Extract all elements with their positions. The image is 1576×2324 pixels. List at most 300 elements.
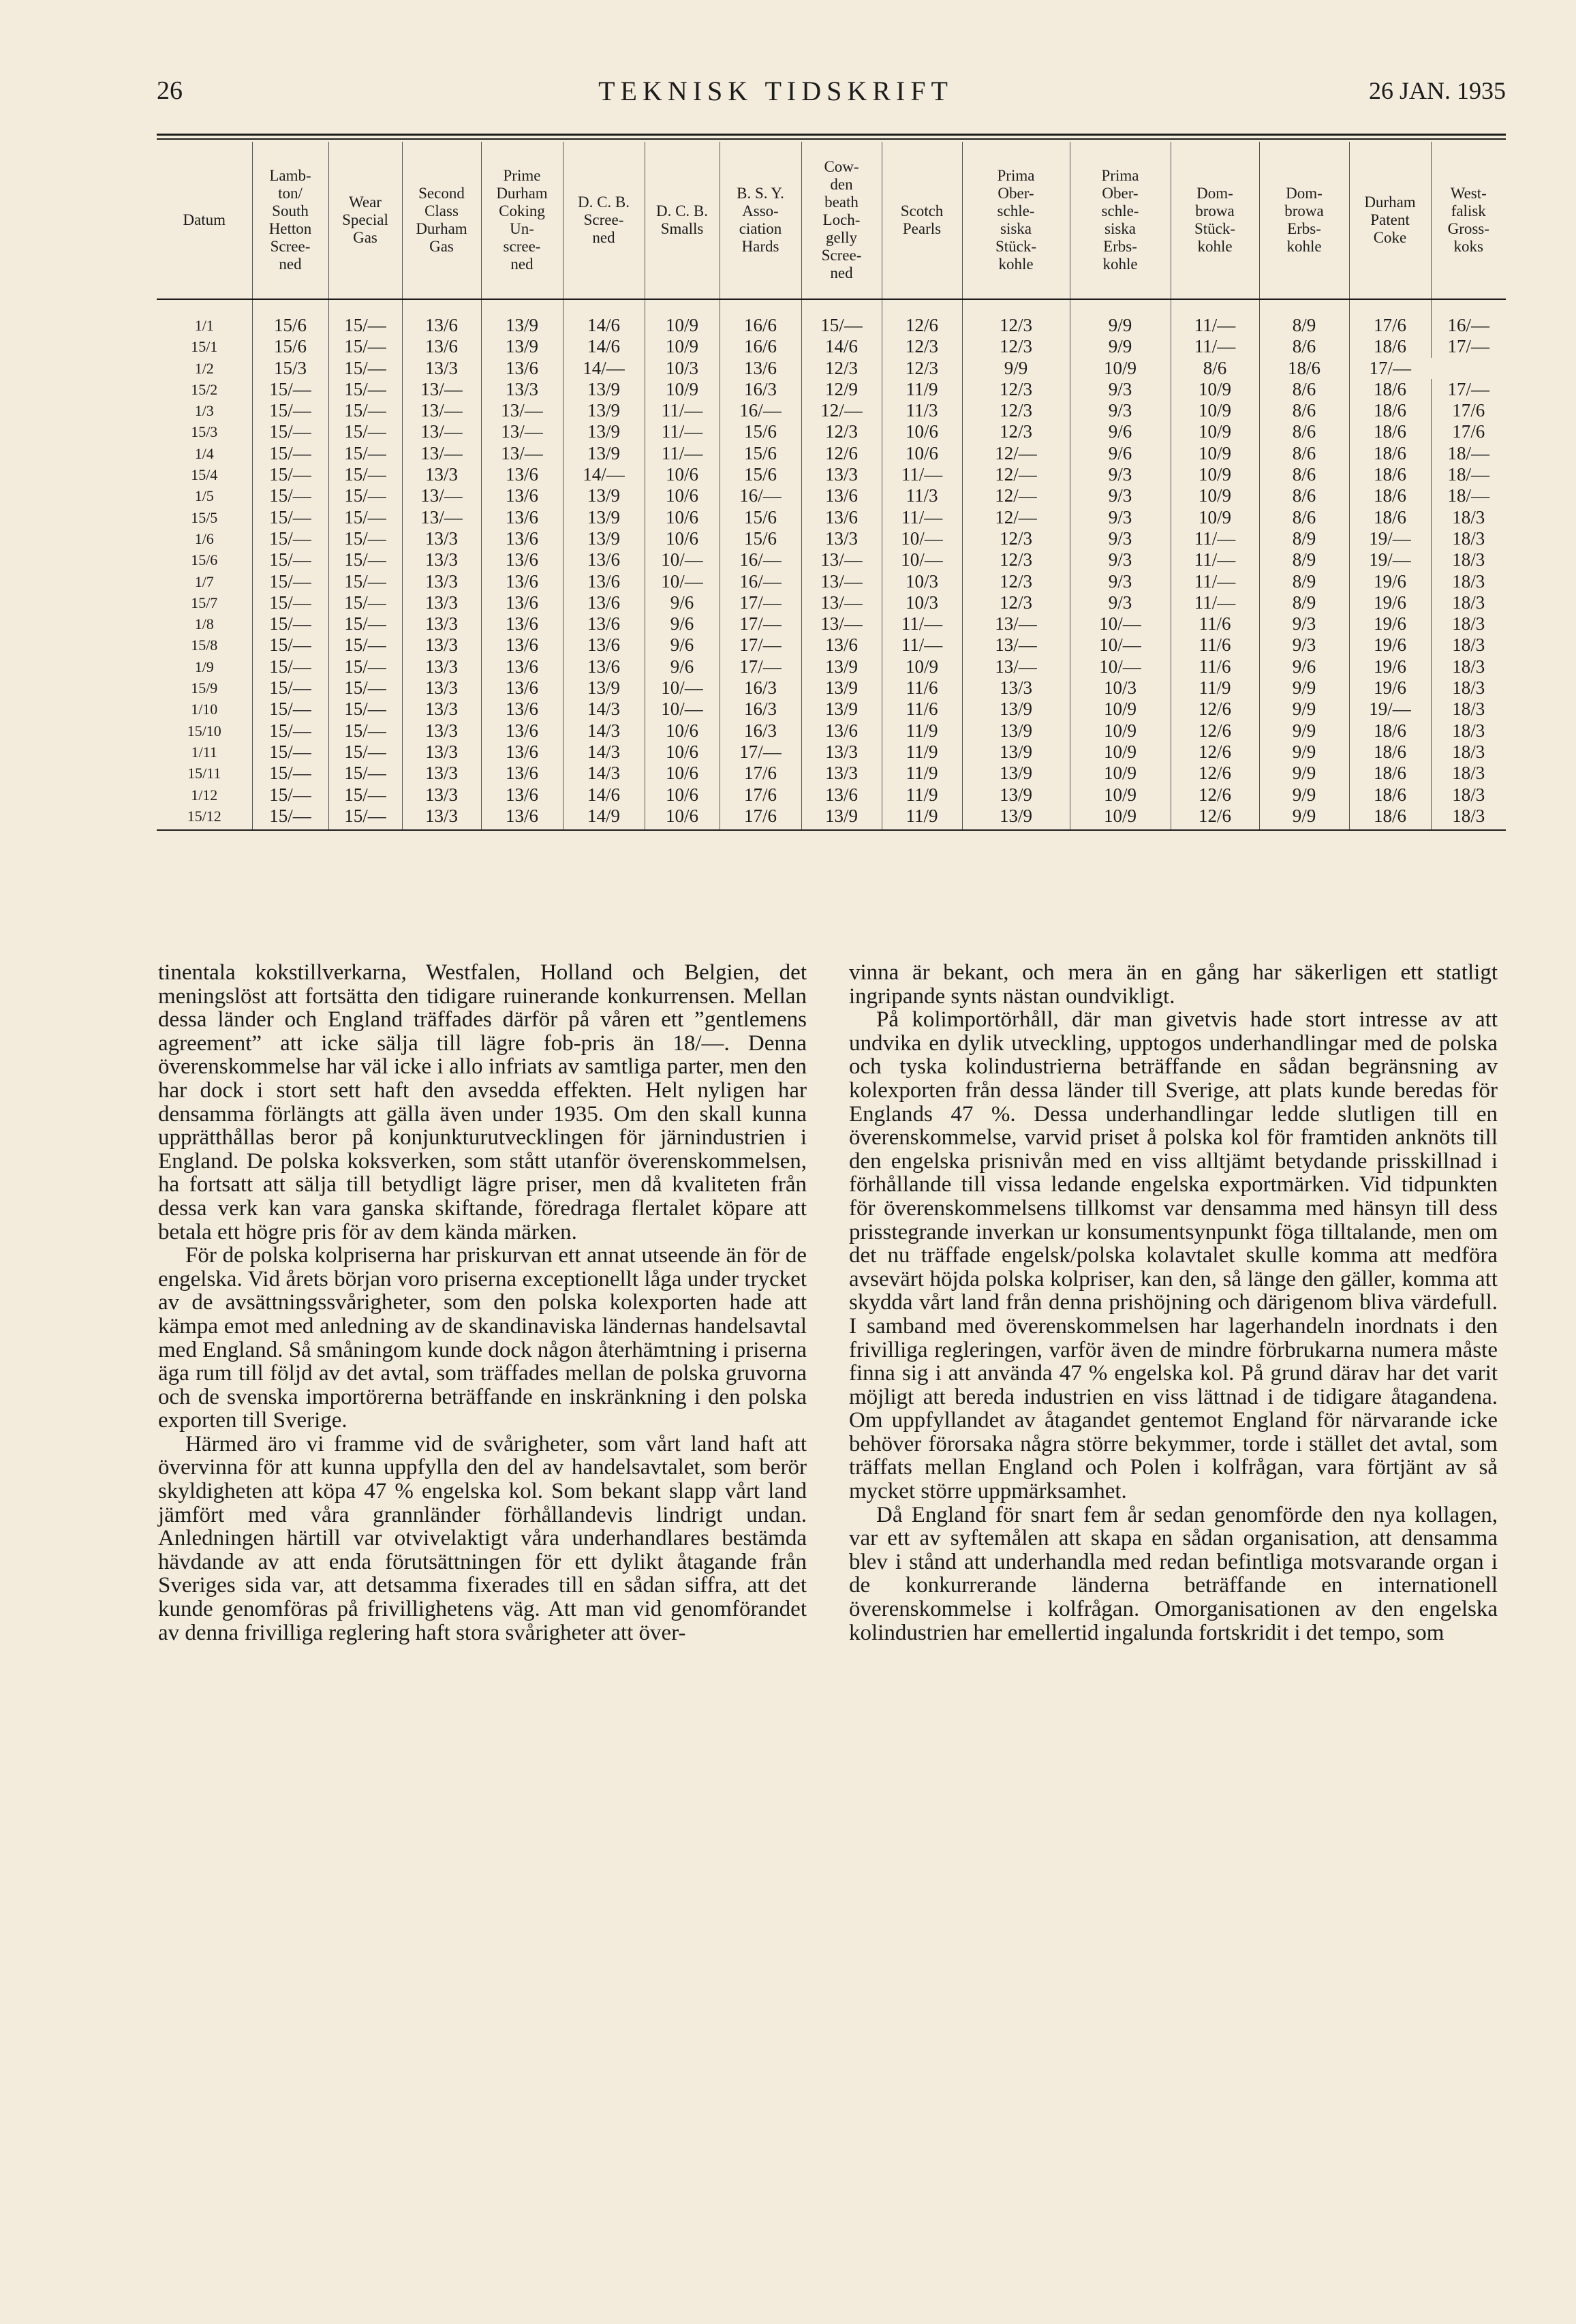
price-cell: 9/6	[645, 634, 720, 656]
price-cell: 17/6	[1431, 421, 1506, 442]
price-cell: 15/—	[328, 400, 402, 421]
price-cell: 11/—	[645, 421, 720, 442]
column-header: Dom- browa Stück- kohle	[1171, 142, 1259, 299]
paragraph: På kolimportörhåll, där man givetvis hade stort intresse av att undvika en dylik utveckling, upptogos underhandlingar med de polska och tyska kolindustrierna beträffande en sådan begränsning av kolexporten från dessa länder till Sverige, att plats kunde beredas för Englands 47 %. Dessa underhandlingar ledde slutligen till en överenskommelse, varvid priset å polska kol för framtiden anknöts till den engelska prisnivån med en viss alltjämt betydande prisskillnad i förhållande till vissa ledande engelska exportmärken. Vid tidpunkten för överenskommelsens tillkomst var densamma med hänsyn till dess prisstegrande inverkan ur konsumentsynpunkt föga tilltalande, men om det nu träffade engelsk/polska kolavtalet skulle komma att medföra avsevärt höjda polska kolpriser, kan den, så länge den gäller, komma att skydda vårt land från denna prishöjning och därigenom bliva värdefull. I samband med överenskommelsen har lagerhandeln inordnats i den frivilliga regleringen, varför även de mindre förbrukarna numera måste finna sig i att använda 47 % engelska kol. På grund därav har det varit möjligt att bereda industrien en viss lättnad i de tidigare åtagandena. Om uppfyllandet av åtagandet gentemot England för närvarande icke behöver förorsaka några större bekymmer, torde i stället det avtal, som träffats mellan England och Polen i kolfrågan, vara förtjänt av så mycket större uppmärksamhet.	[849, 1007, 1498, 1504]
price-cell: 15/—	[252, 549, 328, 570]
price-cell: 13/6	[481, 634, 563, 656]
price-cell: 13/3	[801, 763, 882, 784]
price-cell: 15/—	[252, 699, 328, 720]
date-cell: 1/5	[194, 487, 214, 505]
price-cell: 9/3	[1259, 634, 1349, 656]
price-cell: 13/3	[402, 677, 481, 699]
price-cell: 13/9	[801, 699, 882, 720]
price-cell: 13/—	[402, 379, 481, 400]
price-cell: 10/9	[882, 656, 962, 677]
table-row	[157, 379, 1506, 400]
price-cell: 17/—	[720, 634, 801, 656]
price-cell: 15/—	[252, 379, 328, 400]
price-cell: 10/6	[645, 720, 720, 741]
price-cell: 9/3	[1259, 613, 1349, 634]
price-cell: 13/—	[402, 485, 481, 506]
price-cell: 9/3	[1070, 400, 1171, 421]
price-cell: 15/—	[252, 507, 328, 528]
price-cell: 18/3	[1431, 592, 1506, 613]
price-cell: 10/9	[645, 299, 720, 336]
price-cell: 12/6	[801, 443, 882, 464]
header-rule-thin	[157, 138, 1506, 140]
table-row	[157, 741, 1506, 763]
price-cell: 13/3	[402, 613, 481, 634]
price-cell: 13/9	[801, 677, 882, 699]
column-header: Wear Special Gas	[328, 142, 402, 299]
price-cell: 13/9	[563, 443, 645, 464]
price-cell: 15/—	[252, 634, 328, 656]
price-cell: 13/—	[801, 549, 882, 570]
price-cell: 15/—	[252, 806, 328, 830]
date-cell: 1/3	[194, 402, 214, 420]
price-cell: 8/6	[1259, 400, 1349, 421]
price-cell: 18/6	[1349, 507, 1431, 528]
price-cell: 15/6	[720, 421, 801, 442]
table-row	[157, 613, 1506, 634]
price-cell: 13/9	[563, 421, 645, 442]
price-cell: 10/9	[1070, 763, 1171, 784]
price-cell: 15/—	[252, 485, 328, 506]
price-cell: 10/6	[882, 443, 962, 464]
price-cell: 18/6	[1349, 741, 1431, 763]
price-cell: 15/—	[328, 592, 402, 613]
price-cell: 12/—	[962, 443, 1070, 464]
price-cell: 9/9	[1259, 720, 1349, 741]
column-header: Prime Durham Coking Un- scree- ned	[481, 142, 563, 299]
paragraph: För de polska kolpriserna har priskurvan ett annat utseende än för de engelska. Vid årets början voro priserna exceptionellt låga under trycket av de avsättningssvårigheter, som den polska kolexporten hade att kämpa emot med anledning av de skandinaviska ländernas handelsavtal med England. Så småningom kunde dock någon återhämtning i priserna äga rum till följd av det avtal, som träffades mellan de polska gruvorna och de svenska importörerna beträffande en inskränkning i den polska exporten till Sverige.	[158, 1243, 807, 1433]
price-cell: 10/—	[882, 549, 962, 570]
column-header-date: Datum	[157, 142, 252, 299]
price-cell: 13/6	[481, 677, 563, 699]
price-cell: 9/9	[1259, 699, 1349, 720]
price-cell: 11/—	[1171, 571, 1259, 592]
price-cell: 11/—	[882, 634, 962, 656]
price-cell: 11/3	[882, 400, 962, 421]
table-row	[157, 763, 1506, 784]
price-cell: 13/3	[402, 592, 481, 613]
price-cell: 15/6	[720, 464, 801, 485]
price-cell: 14/3	[563, 720, 645, 741]
price-cell: 9/6	[645, 656, 720, 677]
column-header: Second Class Durham Gas	[402, 142, 481, 299]
price-cell: 13/3	[402, 571, 481, 592]
price-cell: 13/6	[481, 763, 563, 784]
price-cell: 13/3	[402, 656, 481, 677]
price-cell: 12/3	[962, 592, 1070, 613]
price-cell: 10/6	[645, 806, 720, 830]
price-cell: 19/6	[1349, 656, 1431, 677]
date-cell: 1/11	[191, 743, 217, 761]
price-cell: 18/—	[1431, 443, 1506, 464]
price-cell: 17/—	[720, 656, 801, 677]
date-cell: 15/6	[191, 551, 218, 569]
page-header	[157, 67, 1506, 114]
column-header: Durham Patent Coke	[1349, 142, 1431, 299]
price-cell: 13/6	[481, 699, 563, 720]
table-row	[157, 806, 1506, 830]
price-cell: 13/9	[801, 656, 882, 677]
price-cell: 12/3	[882, 358, 962, 379]
price-cell: 15/—	[252, 720, 328, 741]
price-cell: 8/6	[1259, 485, 1349, 506]
price-cell: 12/—	[962, 507, 1070, 528]
price-cell: 15/—	[328, 464, 402, 485]
price-cell: 18/3	[1431, 549, 1506, 570]
price-cell: 10/—	[645, 677, 720, 699]
price-cell: 15/6	[252, 299, 328, 336]
price-cell: 15/—	[328, 720, 402, 741]
price-cell: 10/3	[882, 571, 962, 592]
price-cell: 15/—	[328, 443, 402, 464]
price-cell: 18/3	[1431, 699, 1506, 720]
price-cell: 18/6	[1349, 763, 1431, 784]
date-cell: 1/8	[194, 615, 214, 633]
price-cell: 13/—	[402, 400, 481, 421]
price-cell: 8/6	[1259, 379, 1349, 400]
paragraph: vinna är bekant, och mera än en gång har säkerligen ett statligt ingripande synts nästan oundvikligt.	[849, 960, 1498, 1009]
price-cell: 12/3	[962, 421, 1070, 442]
price-cell: 11/3	[882, 485, 962, 506]
column-header: Dom- browa Erbs- kohle	[1259, 142, 1349, 299]
price-cell: 13/6	[801, 720, 882, 741]
column-header: Lamb- ton/ South Hetton Scree- ned	[252, 142, 328, 299]
price-cell: 13/6	[402, 299, 481, 336]
price-cell: 13/3	[402, 634, 481, 656]
table-row	[157, 528, 1506, 549]
date-cell: 1/10	[191, 701, 218, 718]
price-cell: 14/—	[563, 464, 645, 485]
price-cell: 17/—	[720, 592, 801, 613]
price-cell: 19/6	[1349, 592, 1431, 613]
price-cell: 12/6	[1171, 806, 1259, 830]
price-cell: 9/3	[1070, 507, 1171, 528]
price-cell: 15/—	[328, 656, 402, 677]
price-cell: 14/9	[563, 806, 645, 830]
price-cell: 15/—	[328, 806, 402, 830]
price-cell: 10/6	[645, 464, 720, 485]
price-cell: 13/6	[481, 358, 563, 379]
price-cell: 18/6	[1349, 421, 1431, 442]
price-cell: 10/—	[645, 571, 720, 592]
price-cell: 15/6	[720, 507, 801, 528]
date-cell: 1/12	[191, 786, 218, 804]
price-cell: 9/3	[1070, 464, 1171, 485]
price-cell: 12/6	[1171, 699, 1259, 720]
price-cell: 9/9	[962, 358, 1070, 379]
price-cell: 11/—	[645, 443, 720, 464]
table-row	[157, 571, 1506, 592]
table-row	[157, 592, 1506, 613]
price-cell: 13/9	[563, 677, 645, 699]
table-row	[157, 400, 1506, 421]
price-cell: 13/9	[563, 528, 645, 549]
table-row	[157, 699, 1506, 720]
price-cell: 10/—	[1070, 613, 1171, 634]
price-cell: 11/—	[1171, 528, 1259, 549]
price-cell: 8/9	[1259, 528, 1349, 549]
price-cell: 13/9	[962, 720, 1070, 741]
price-cell: 9/3	[1070, 549, 1171, 570]
price-cell: 12/3	[882, 336, 962, 357]
table-row	[157, 720, 1506, 741]
table-row	[157, 299, 1506, 336]
price-cell: 15/—	[252, 784, 328, 806]
price-cell: 12/6	[1171, 763, 1259, 784]
price-cell: 16/3	[720, 720, 801, 741]
price-cell: 18/3	[1431, 806, 1506, 830]
price-cell: 18/6	[1349, 720, 1431, 741]
date-cell: 1/1	[194, 317, 214, 334]
price-cell: 18/3	[1431, 656, 1506, 677]
price-cell: 13/9	[962, 784, 1070, 806]
price-cell: 12/3	[801, 358, 882, 379]
price-cell: 9/9	[1259, 763, 1349, 784]
price-cell: 10/—	[1070, 656, 1171, 677]
price-cell: 15/6	[720, 443, 801, 464]
price-cell: 9/3	[1070, 379, 1171, 400]
price-cell: 10/6	[645, 784, 720, 806]
price-cell: 15/—	[252, 421, 328, 442]
price-cell: 13/—	[481, 400, 563, 421]
price-cell: 13/3	[402, 806, 481, 830]
price-cell: 12/3	[962, 400, 1070, 421]
price-cell: 13/6	[563, 634, 645, 656]
price-cell: 8/6	[1259, 336, 1349, 357]
price-cell: 11/6	[1171, 634, 1259, 656]
price-cell: 10/6	[645, 741, 720, 763]
price-cell: 18/3	[1431, 507, 1506, 528]
price-cell: 15/—	[328, 699, 402, 720]
price-cell: 9/6	[1070, 421, 1171, 442]
price-cell: 11/6	[882, 699, 962, 720]
price-cell: 18/6	[1349, 336, 1431, 357]
price-cell: 15/—	[252, 741, 328, 763]
price-cell: 12/—	[962, 485, 1070, 506]
price-cell: 18/3	[1431, 741, 1506, 763]
price-cell: 18/—	[1431, 464, 1506, 485]
price-cell: 13/6	[481, 613, 563, 634]
price-cell: 9/3	[1070, 571, 1171, 592]
price-cell: 9/9	[1070, 299, 1171, 336]
price-cell: 11/9	[1171, 677, 1259, 699]
price-cell: 8/6	[1259, 443, 1349, 464]
price-cell: 13/—	[962, 613, 1070, 634]
text-column-right	[849, 961, 1498, 1645]
price-cell: 18/3	[1431, 613, 1506, 634]
price-cell: 13/6	[481, 571, 563, 592]
price-cell: 11/—	[882, 507, 962, 528]
price-cell: 15/6	[252, 336, 328, 357]
price-cell: 11/9	[882, 806, 962, 830]
column-header: D. C. B. Smalls	[645, 142, 720, 299]
price-cell: 13/9	[481, 336, 563, 357]
price-cell: 19/6	[1349, 613, 1431, 634]
price-cell: 13/—	[801, 571, 882, 592]
price-cell: 10/6	[882, 421, 962, 442]
column-header: Prima Ober- schle- siska Erbs- kohle	[1070, 142, 1171, 299]
price-cell: 19/6	[1349, 677, 1431, 699]
table-header-row	[157, 142, 1506, 299]
price-cell: 13/3	[402, 720, 481, 741]
column-header: B. S. Y. Asso- ciation Hards	[720, 142, 801, 299]
table-row	[157, 464, 1506, 485]
price-cell: 10/9	[1171, 400, 1259, 421]
price-cell: 17/6	[720, 763, 801, 784]
price-cell: 10/3	[645, 358, 720, 379]
journal-title: TEKNISK TIDSKRIFT	[598, 75, 953, 106]
date-cell: 1/4	[194, 444, 214, 462]
date-cell: 15/2	[191, 380, 218, 398]
price-cell: 13/9	[563, 400, 645, 421]
date-cell: 1/9	[194, 658, 214, 675]
price-cell: 19/6	[1349, 571, 1431, 592]
price-cell: 15/—	[328, 677, 402, 699]
price-cell: 18/6	[1349, 443, 1431, 464]
price-cell: 11/—	[882, 464, 962, 485]
price-cell: 18/3	[1431, 784, 1506, 806]
price-cell: 18/3	[1431, 763, 1506, 784]
date-cell: 15/3	[191, 423, 218, 441]
price-cell: 13/3	[481, 379, 563, 400]
price-cell: 8/6	[1171, 358, 1259, 379]
price-cell: 18/3	[1431, 634, 1506, 656]
date-cell: 1/6	[194, 530, 214, 547]
price-cell: 15/—	[252, 613, 328, 634]
price-cell: 13/9	[962, 806, 1070, 830]
price-cell: 9/6	[1259, 656, 1349, 677]
price-cell: 8/9	[1259, 592, 1349, 613]
price-cell: 11/6	[882, 677, 962, 699]
price-cell: 13/6	[481, 507, 563, 528]
price-cell: 9/6	[645, 592, 720, 613]
price-cell: 13/9	[563, 379, 645, 400]
price-cell: 10/9	[1070, 699, 1171, 720]
price-cell: 15/—	[252, 677, 328, 699]
issue-date: 26 JAN. 1935	[1368, 77, 1506, 104]
price-cell: 10/9	[1171, 379, 1259, 400]
price-cell: 17/6	[720, 806, 801, 830]
table-row	[157, 336, 1506, 357]
price-cell: 12/3	[801, 421, 882, 442]
table-row	[157, 634, 1506, 656]
date-cell: 15/4	[191, 466, 218, 484]
price-cell: 14/3	[563, 741, 645, 763]
price-cell: 16/3	[720, 379, 801, 400]
price-cell: 13/3	[402, 741, 481, 763]
price-cell: 10/9	[1171, 421, 1259, 442]
price-cell: 13/6	[563, 613, 645, 634]
price-cell: 13/9	[962, 699, 1070, 720]
text-column-left	[158, 961, 807, 1645]
price-cell: 10/9	[1171, 485, 1259, 506]
price-cell: 10/9	[1171, 507, 1259, 528]
price-cell: 9/9	[1070, 336, 1171, 357]
table-body	[157, 299, 1506, 830]
price-cell: 10/3	[882, 592, 962, 613]
price-cell: 15/—	[252, 592, 328, 613]
price-cell: 16/—	[720, 485, 801, 506]
price-cell: 8/6	[1259, 421, 1349, 442]
price-cell: 13/3	[402, 358, 481, 379]
price-cell: 17/—	[1431, 379, 1506, 400]
price-cell: 15/—	[252, 400, 328, 421]
price-cell: 12/3	[962, 571, 1070, 592]
price-cell: 10/9	[1070, 806, 1171, 830]
price-cell: 12/9	[801, 379, 882, 400]
price-cell: 13/6	[563, 571, 645, 592]
price-cell: 13/6	[801, 507, 882, 528]
price-cell: 14/6	[801, 336, 882, 357]
price-cell: 16/—	[1431, 299, 1506, 336]
price-cell: 9/9	[1259, 806, 1349, 830]
price-cell: 16/—	[720, 549, 801, 570]
date-cell: 15/8	[191, 637, 218, 654]
price-cell: 13/6	[563, 592, 645, 613]
price-cell: 15/—	[801, 299, 882, 336]
price-cell: 18/6	[1349, 485, 1431, 506]
price-cell: 15/—	[328, 613, 402, 634]
price-cell: 9/9	[1259, 741, 1349, 763]
date-cell: 15/12	[157, 806, 252, 830]
price-cell: 10/—	[645, 699, 720, 720]
price-cell: 12/6	[882, 299, 962, 336]
price-cell: 10/9	[645, 336, 720, 357]
price-cell: 14/—	[563, 358, 645, 379]
table-row	[157, 421, 1506, 442]
column-header: Scotch Pearls	[882, 142, 962, 299]
price-cell: 11/9	[882, 784, 962, 806]
price-cell: 19/—	[1349, 549, 1431, 570]
price-cell: 15/6	[720, 528, 801, 549]
price-cell: 18/3	[1431, 677, 1506, 699]
column-header: West- falisk Gross- koks	[1431, 142, 1506, 299]
price-cell: 13/6	[481, 784, 563, 806]
date-cell: 1/7	[194, 572, 214, 590]
price-cell: 13/3	[402, 699, 481, 720]
price-cell: 11/—	[1171, 299, 1259, 336]
price-cell: 15/—	[328, 741, 402, 763]
price-cell: 15/—	[252, 571, 328, 592]
price-cell: 13/3	[402, 763, 481, 784]
price-cell: 15/—	[328, 549, 402, 570]
price-cell: 15/—	[328, 634, 402, 656]
price-cell: 13/6	[563, 656, 645, 677]
price-cell: 15/—	[328, 336, 402, 357]
table-row	[157, 784, 1506, 806]
price-cell: 13/6	[481, 741, 563, 763]
header-rule	[157, 134, 1506, 136]
price-cell: 15/—	[328, 485, 402, 506]
price-cell: 18/3	[1431, 528, 1506, 549]
price-cell: 11/9	[882, 741, 962, 763]
price-cell: 16/6	[720, 336, 801, 357]
price-cell: 16/—	[720, 400, 801, 421]
date-cell: 15/9	[191, 679, 218, 697]
column-header: Prima Ober- schle- siska Stück- kohle	[962, 142, 1070, 299]
price-cell: 15/—	[328, 358, 402, 379]
price-cell: 18/6	[1349, 400, 1431, 421]
page-number: 26	[157, 76, 183, 105]
price-cell: 10/6	[645, 763, 720, 784]
price-cell: 13/—	[402, 443, 481, 464]
price-cell: 13/9	[962, 763, 1070, 784]
price-cell: 13/3	[801, 741, 882, 763]
